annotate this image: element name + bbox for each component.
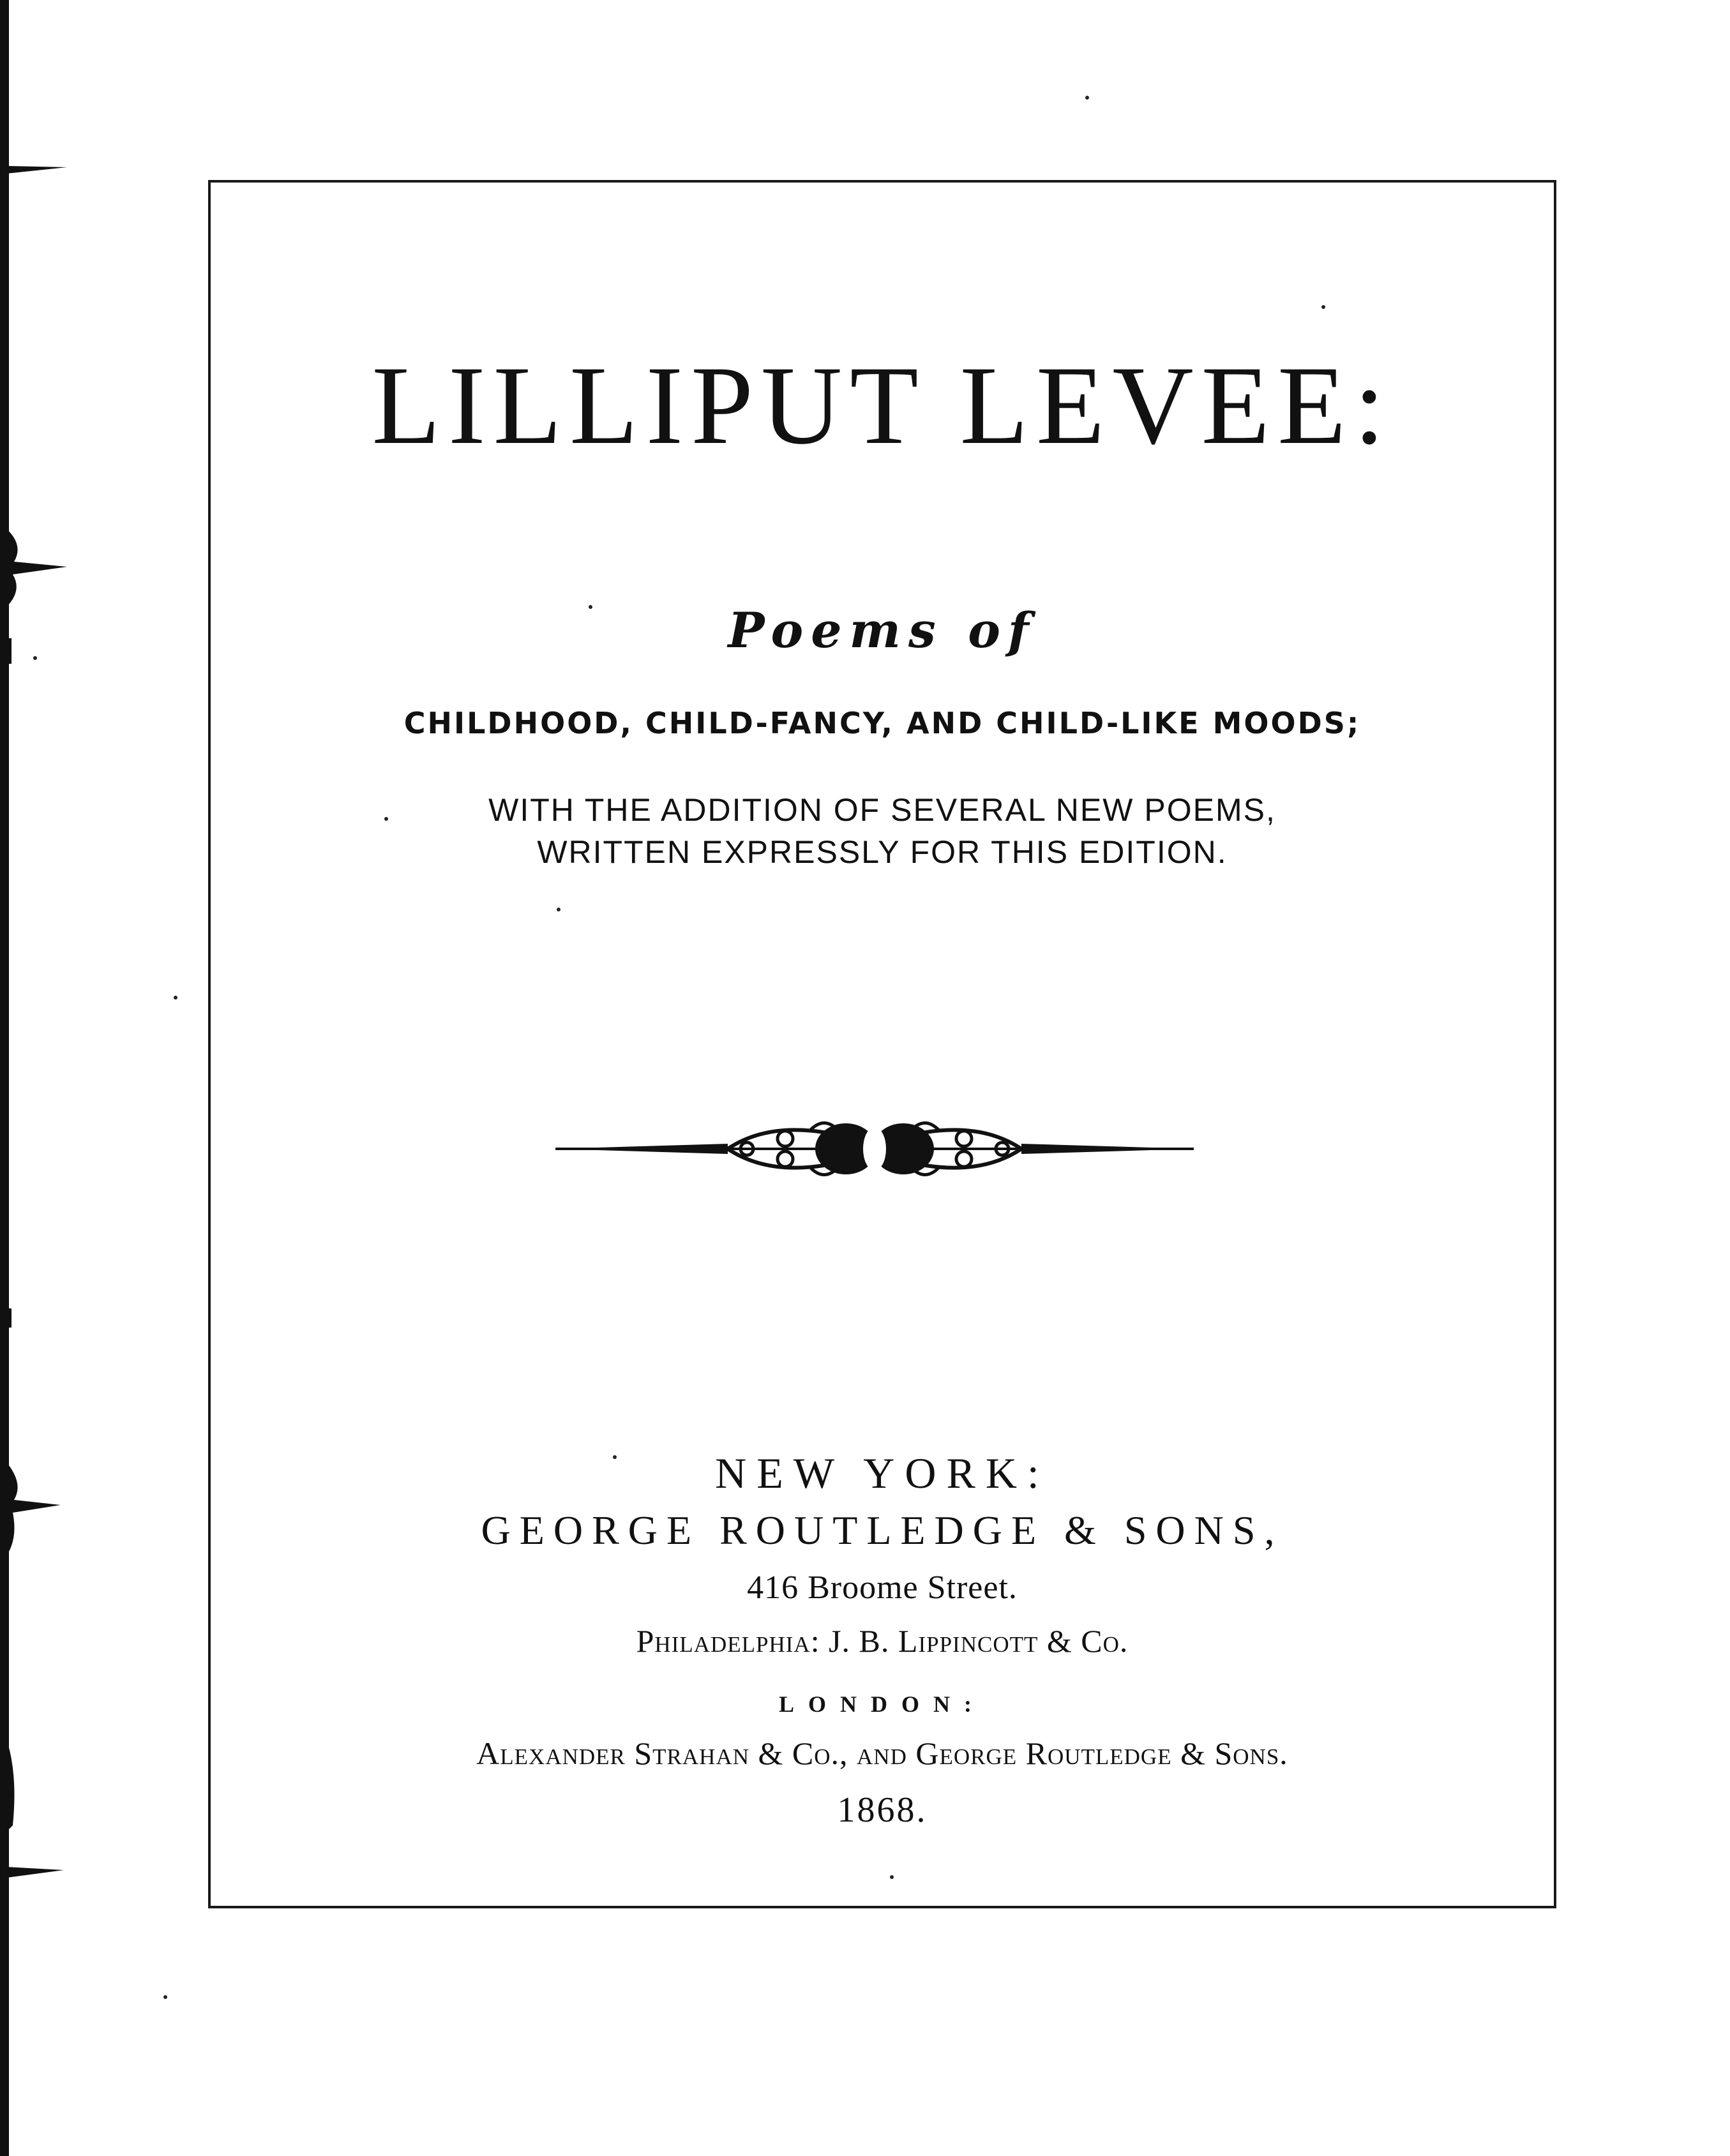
imprint-philadelphia: Philadelphia: J. B. Lippincott & Co. xyxy=(636,1623,1129,1659)
imprint-city-new-york: NEW YORK: xyxy=(715,1449,1049,1497)
imprint-city-london: LONDON: xyxy=(779,1691,986,1717)
paper-speck xyxy=(890,1875,894,1879)
imprint-publisher-routledge: GEORGE ROUTLEDGE & SONS, xyxy=(481,1508,1284,1553)
decorative-ornament-icon xyxy=(555,1111,1194,1187)
paper-speck xyxy=(384,817,388,821)
paper-speck xyxy=(163,1995,167,1999)
paper-speck xyxy=(174,996,177,999)
paper-speck xyxy=(613,1455,617,1459)
imprint-address: 416 Broome Street. xyxy=(747,1569,1018,1606)
book-title: LILLIPUT LEVEE: xyxy=(372,343,1393,468)
paper-speck xyxy=(1085,96,1089,100)
addition-line-1: WITH THE ADDITION OF SEVERAL NEW POEMS, xyxy=(488,792,1276,828)
paper-speck xyxy=(33,656,37,660)
poems-of-heading: Poems of xyxy=(728,602,1037,659)
paper-speck xyxy=(1321,305,1325,309)
paper-speck xyxy=(557,908,560,911)
addition-line-2: WRITTEN EXPRESSLY FOR THIS EDITION. xyxy=(537,834,1228,870)
paper-speck xyxy=(589,605,592,609)
imprint-year: 1868. xyxy=(837,1790,928,1830)
binding-edge xyxy=(0,0,77,2156)
subtitle: CHILDHOOD, CHILD-FANCY, AND CHILD-LIKE MOODS; xyxy=(403,706,1361,740)
imprint-publisher-strahan: Alexander Strahan & Co., and George Routledge & Sons. xyxy=(476,1735,1288,1771)
